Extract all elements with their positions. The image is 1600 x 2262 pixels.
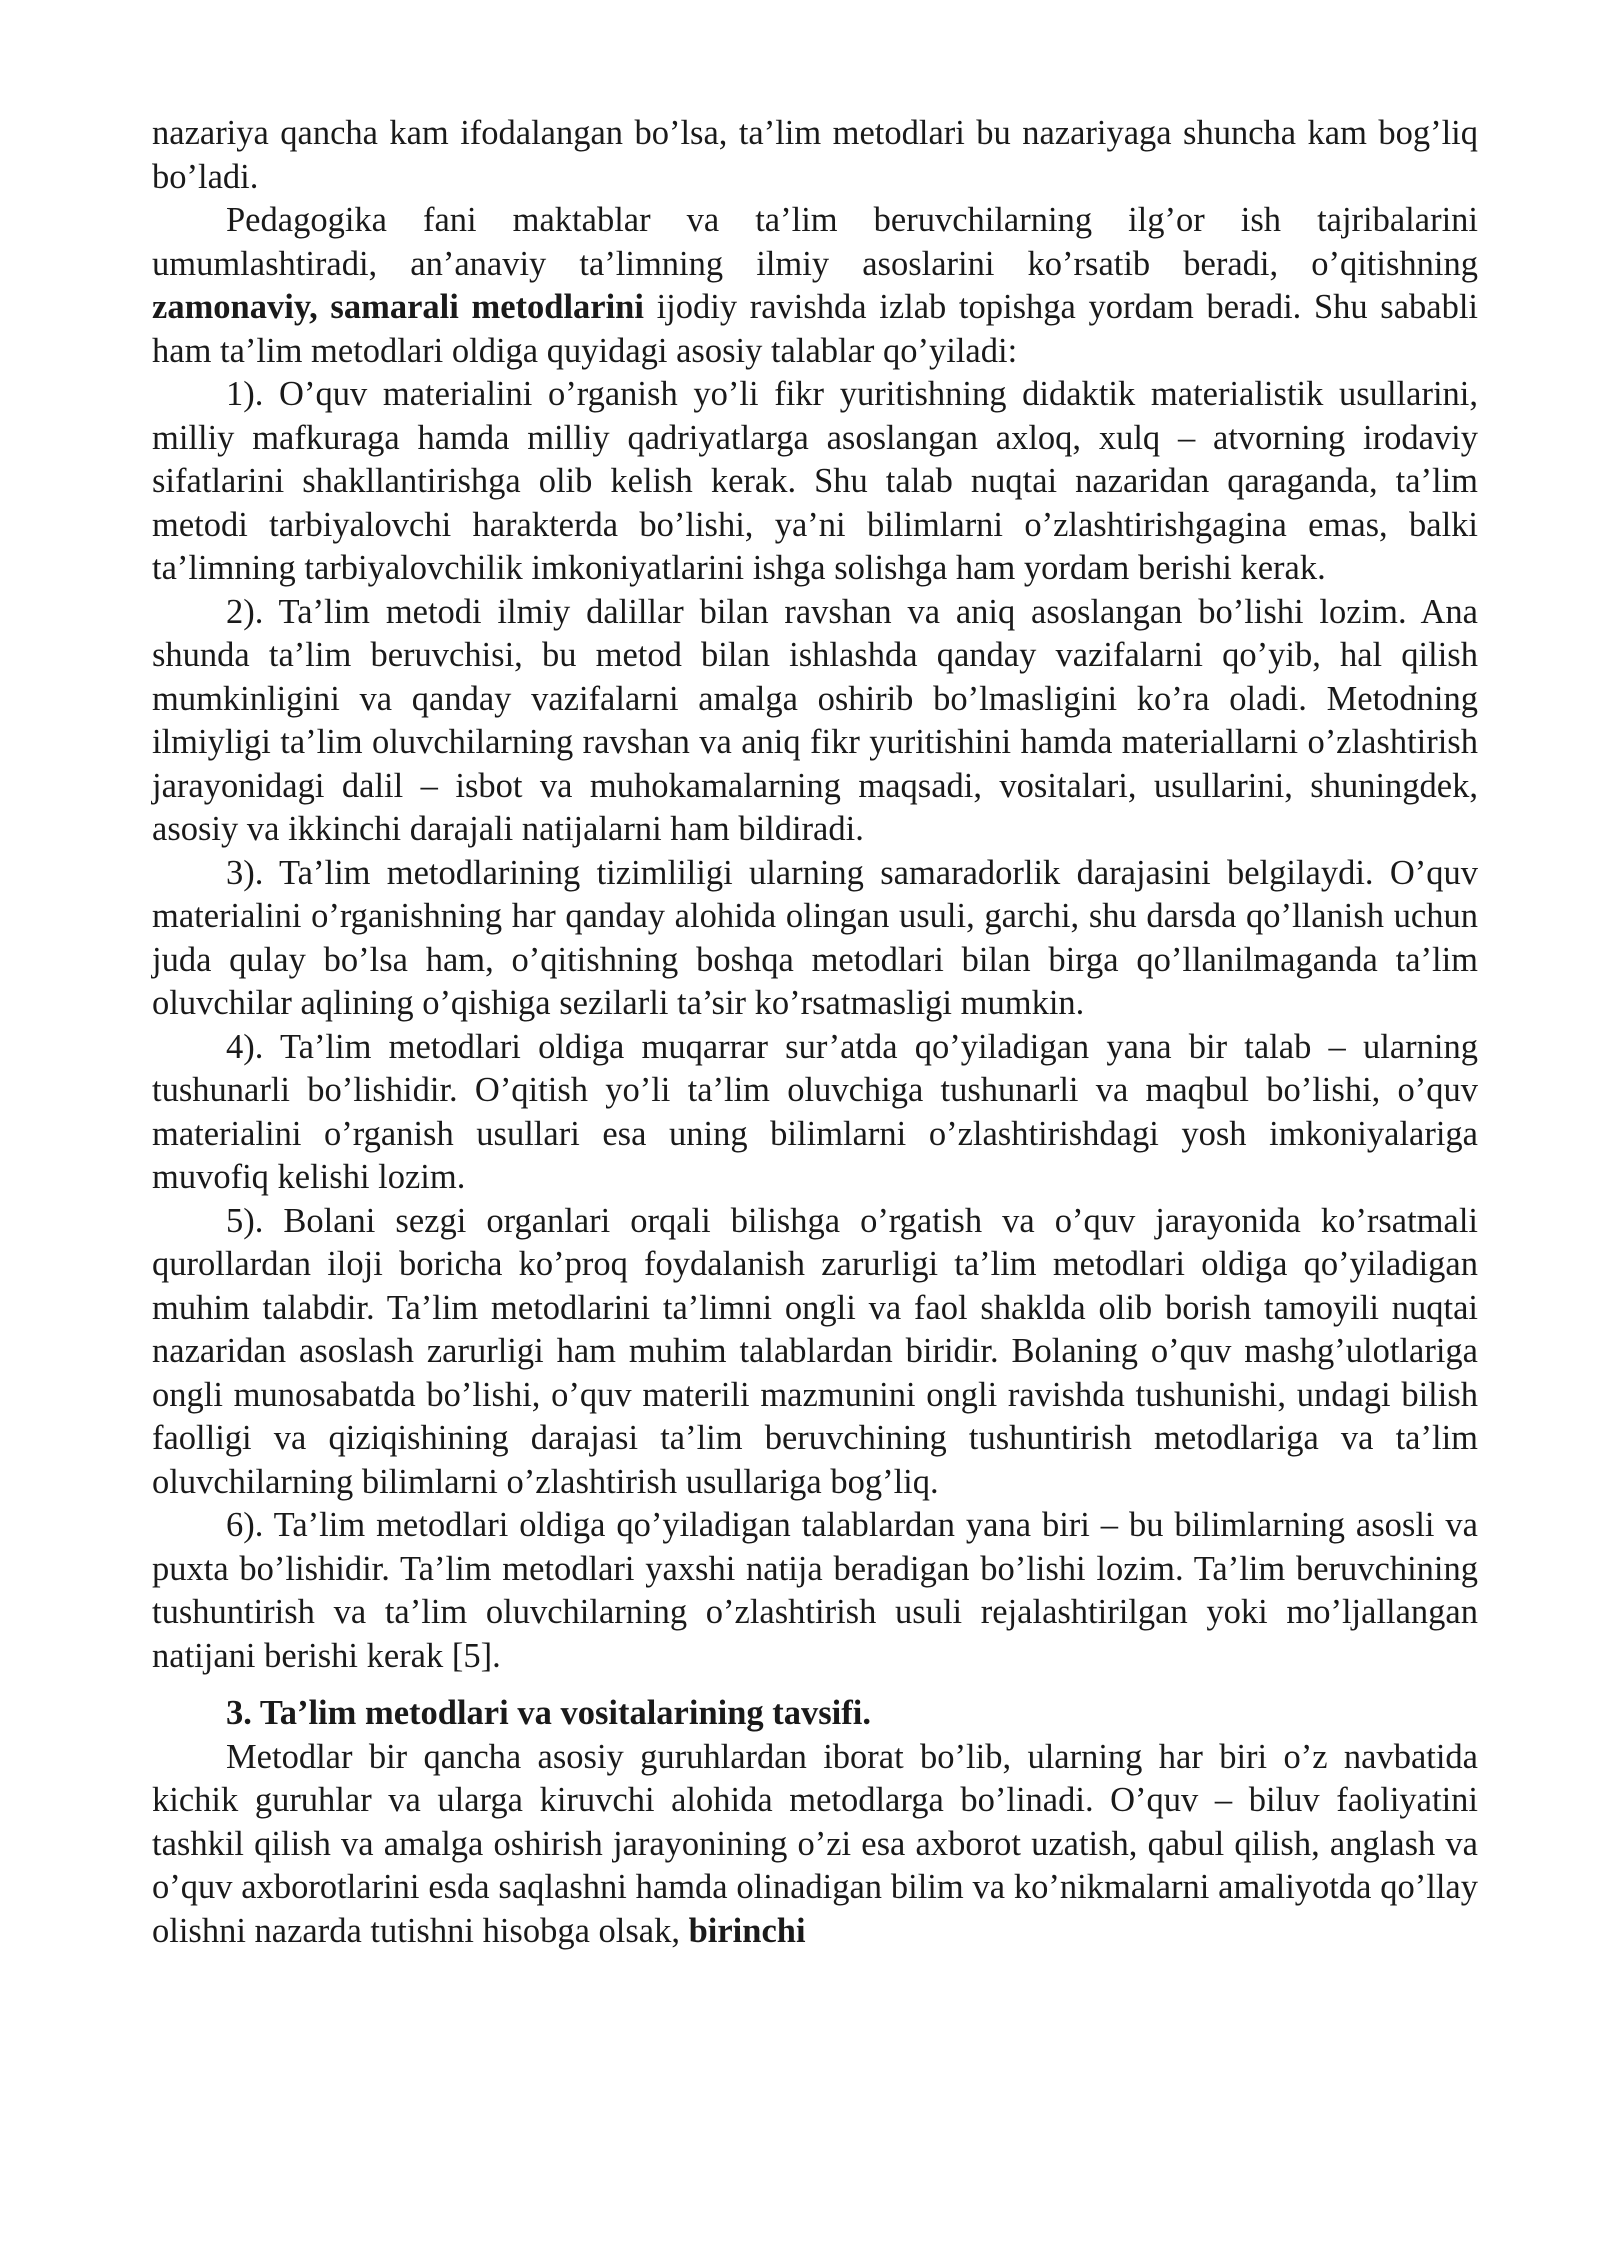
pedagogy-text-start: Pedagogika fani maktablar va ta’lim beruvchilarning ilg’or ish tajribalarini umumlashtiradi, an’anaviy ta’limning ilmiy asoslarini ko’rsatib beradi, o’qitishning	[152, 201, 1478, 283]
pedagogy-paragraph	[152, 199, 1478, 373]
requirement-5: 5). Bolani sezgi organlari orqali bilishga o’rgatish va o’quv jarayonida ko’rsatmali qurollardan iloji boricha ko’proq foydalanish zarurligi ta’lim metodlari oldiga qo’yiladigan muhim talabdir. Ta’lim metodlarini ta’limni ongli va faol shaklda olib borish tamoyili nuqtai nazaridan asoslash zarurligi ham muhim talablardan biridir. Bolaning o’quv mashg’ulotlariga ongli munosabatda bo’lishi, o’quv materili mazmunini ongli ravishda tushunishi, undagi bilish faolligi va qiziqishining darajasi ta’lim beruvchining tushuntirish metodlariga va ta’lim oluvchilarning bilimlarni o’zlashtirish usullariga bog’liq.	[152, 1201, 1478, 1501]
requirement-3: 3). Ta’lim metodlarining tizimliligi ularning samaradorlik darajasini belgilaydi. O’quv materialini o’rganishning har qanday alohida olingan usuli, garchi, shu darsda qo’llanish uchun juda qulay bo’lsa ham, o’qitishning boshqa metodlari bilan birga qo’llanilmaganda ta’lim oluvchilar aqlining o’qishiga sezilarli ta’sir ko’rsatmasligi mumkin.	[152, 853, 1478, 1022]
section-heading: 3. Ta’lim metodlari va vositalarining tavsifi.	[226, 1694, 871, 1732]
requirement-2: 2). Ta’lim metodi ilmiy dalillar bilan ravshan va aniq asoslangan bo’lishi lozim. Ana shunda ta’lim beruvchisi, bu metod bilan ishlashda qanday vazifalarni qo’yib, hal qilish mumkinligini va qanday vazifalarni amalga oshirib bo’lmasligini ko’ra oladi. Metodning ilmiyligi ta’lim oluvchilarning ravshan va aniq fikr yuritishini hamda materiallarni o’zlashtirish jarayonidagi dalil – isbot va muhokamalarning maqsadi, vositalari, usullarini, shuningdek, asosiy va ikkinchi darajali natijalarni ham bildiradi.	[152, 592, 1478, 848]
document-page	[152, 112, 1478, 1953]
intro-paragraph: nazariya qancha kam ifodalangan bo’lsa, ta’lim metodlari bu nazariyaga shuncha kam bog’liq bo’ladi.	[152, 114, 1478, 196]
section-paragraph-text: Metodlar bir qancha asosiy guruhlardan iborat bo’lib, ularning har biri o’z navbatida kichik guruhlar va ularga kiruvchi alohida metodlarga bo’linadi. O’quv – biluv faoliyatini tashkil qilish va amalga oshirish jarayonining o’zi esa axborot uzatish, qabul qilish, anglash va o’quv axborotlarini esda saqlashni hamda olinadigan bilim va ko’nikmalarni amaliyotda qo’llay olishni nazarda tutishni hisobga olsak,	[152, 1737, 1478, 1950]
requirement-1: 1). O’quv materialini o’rganish yo’li fikr yuritishning didaktik materialistik usullarini, milliy mafkuraga hamda milliy qadriyatlarga asoslangan axloq, xulq – atvorning irodaviy sifatlarini shakllantirishga olib kelish kerak. Shu talab nuqtai nazaridan qaraganda, ta’lim metodi tarbiyalovchi harakterda bo’lishi, ya’ni bilimlarni o’zlashtirishgagina emas, balki ta’limning tarbiyalovchilik imkoniyatlarini ishga solishga ham yordam berishi kerak.	[152, 375, 1478, 587]
pedagogy-bold-phrase: zamonaviy, samarali metodlarini	[152, 288, 644, 326]
section-paragraph	[152, 1736, 1478, 1954]
pedagogy-text-end: ijodiy ravishda izlab topishga yordam beradi. Shu sababli ham ta’lim metodlari oldiga quyidagi asosiy talablar qo’yiladi:	[152, 288, 1478, 370]
requirement-6: 6). Ta’lim metodlari oldiga qo’yiladigan talablardan yana biri – bu bilimlarning asosli va puxta bo’lishidir. Ta’lim metodlari yaxshi natija beradigan bo’lishi lozim. Ta’lim beruvchining tushuntirish va ta’lim oluvchilarning o’zlashtirish usuli rejalashtirilgan yoki mo’ljallangan natijani berishi kerak [5].	[152, 1506, 1478, 1675]
section-paragraph-bold-end: birinchi	[688, 1911, 806, 1950]
requirement-4: 4). Ta’lim metodlari oldiga muqarrar sur’atda qo’yiladigan yana bir talab – ularning tushunarli bo’lishidir. O’qitish yo’li ta’lim oluvchiga tushunarli va maqbul bo’lishi, o’quv materialini o’rganish usullari esa uning bilimlarni o’zlashtirishdagi yosh imkoniyalariga muvofiq kelishi lozim.	[152, 1027, 1478, 1196]
